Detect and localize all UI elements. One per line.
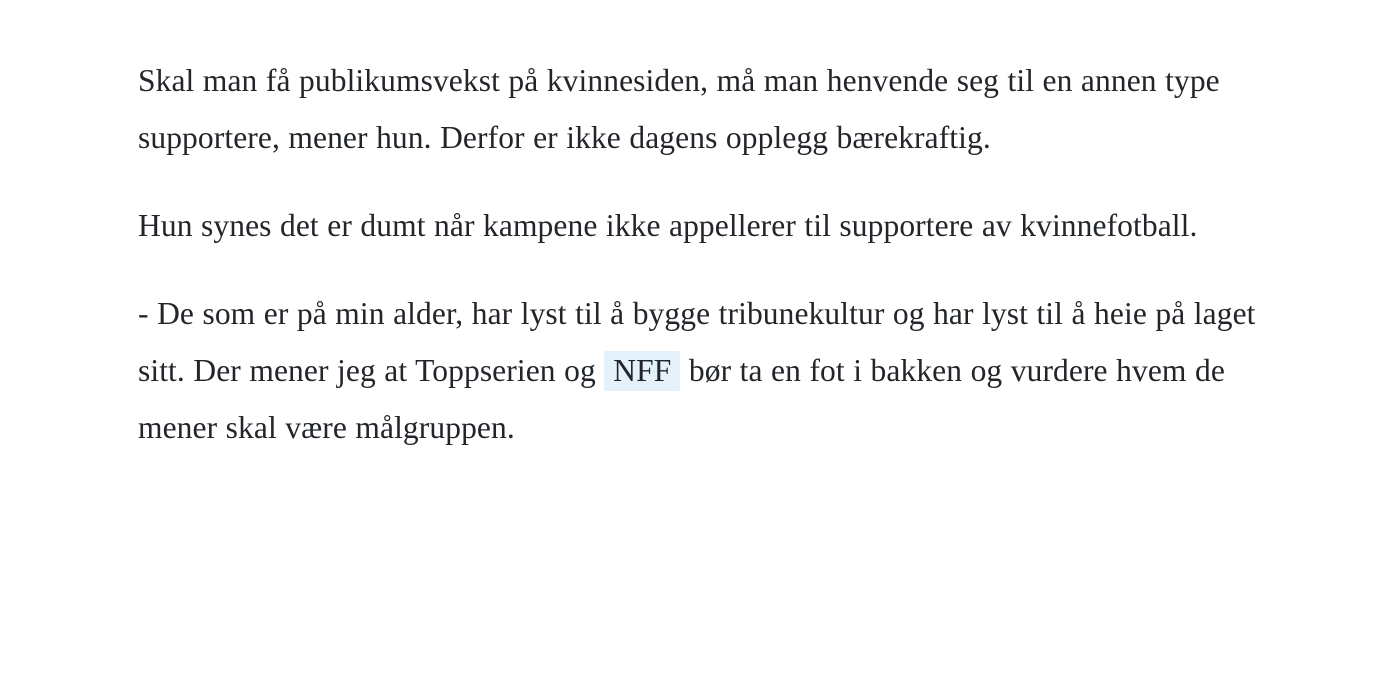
article-paragraph-3 [138,285,1282,456]
paragraph-3-text-before: - De som er på min alder, har lyst til å bygge tribunekultur og har lyst til å heie på laget sitt. Der mener jeg at Toppserien og [138,296,1256,388]
article-paragraph-1: Skal man få publikumsvekst på kvinnesiden, må man henvende seg til en annen type supportere, mener hun. Derfor er ikke dagens opplegg bærekraftig. [138,63,1220,155]
paragraph-3-text-after: bør ta en fot i bakken og vurdere hvem de mener skal være målgruppen. [138,353,1225,445]
article-paragraph-2: Hun synes det er dumt når kampene ikke appellerer til supportere av kvinnefotball. [138,208,1198,243]
entity-highlight-nff[interactable]: NFF [604,351,680,391]
